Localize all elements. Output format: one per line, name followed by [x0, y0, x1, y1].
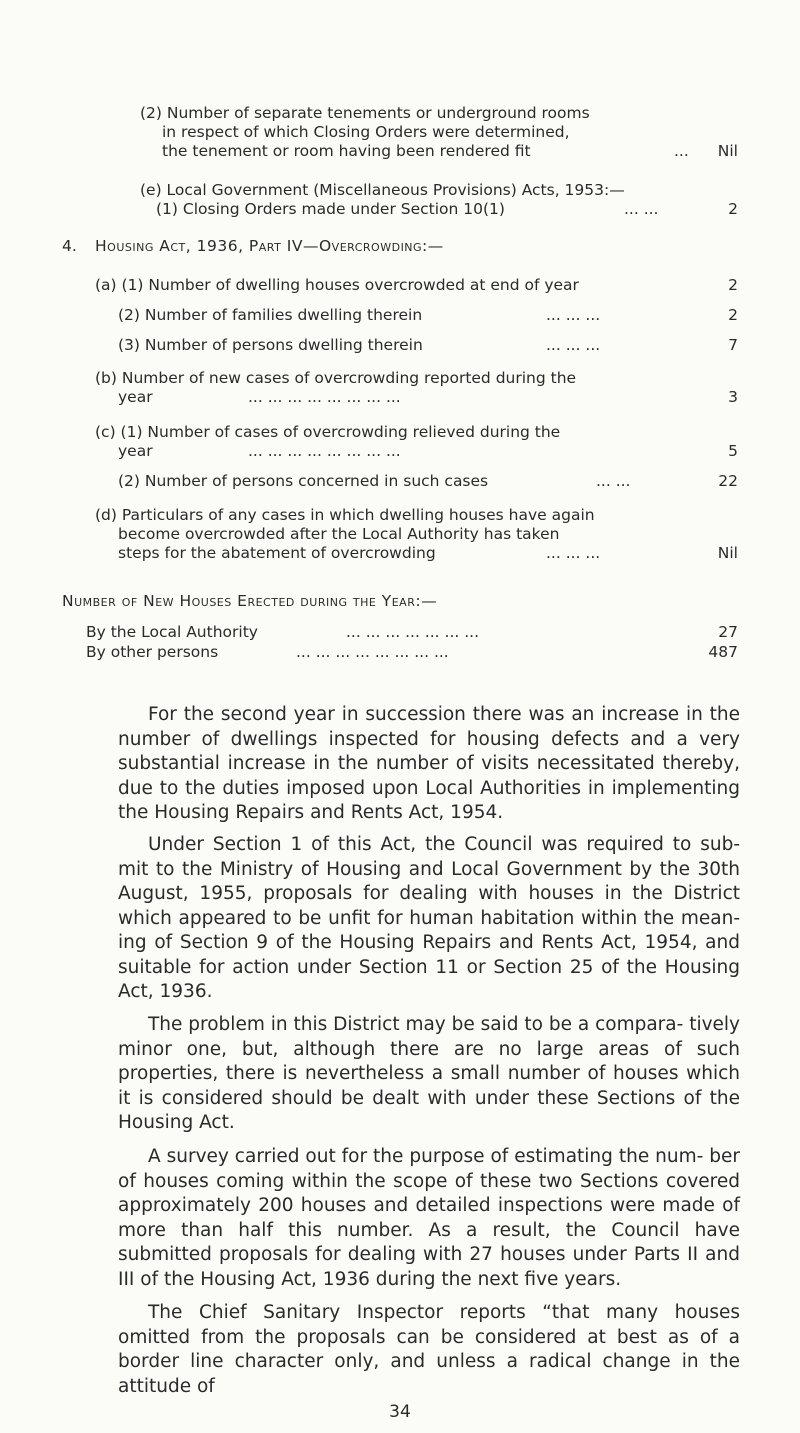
section-4-number: 4. — [62, 237, 77, 255]
paragraph-1: For the second year in succession there was an increase in the number of dwellings inspected for housing defects and a very substantial increase in the number of visits necessitated thereby, due to the duties imposed upon Local Authorities in implementing the Housing Repairs and Rents Act, 1954. — [118, 704, 740, 823]
item-c1-dots: ... ... ... ... ... ... ... ... — [248, 442, 401, 460]
item-e1-value: 2 — [728, 200, 738, 218]
page-number: 34 — [389, 1402, 411, 1422]
local-authority-value: 27 — [718, 623, 738, 641]
item-b-value: 3 — [728, 388, 738, 406]
item-b-dots: ... ... ... ... ... ... ... ... — [248, 388, 401, 406]
item-a1-label: (a) (1) Number of dwelling houses overcrowded at end of year — [95, 276, 579, 294]
other-persons-dots: ... ... ... ... ... ... ... ... — [296, 643, 449, 661]
item-a3-dots: ... ... ... — [546, 336, 601, 354]
item-a2-label: (2) Number of families dwelling therein — [118, 306, 423, 324]
item-a1-value: 2 — [728, 276, 738, 294]
paragraph-3: The problem in this District may be said to be a compara- tively minor one, but, although there are no large areas of such properties, there is nevertheless a small number of houses which it is considered should be dealt with under these Sections of the Housing Act. — [118, 1014, 740, 1133]
item-a3-label: (3) Number of persons dwelling therein — [118, 336, 423, 354]
local-authority-label: By the Local Authority — [86, 623, 258, 641]
item-c1-value: 5 — [728, 442, 738, 460]
item-c1-line-2: year — [118, 442, 153, 460]
paragraph-4: A survey carried out for the purpose of estimating the num- ber of houses coming within the scope of these two Sections covered approximately 200 houses and detailed inspections were made of more than half this number. As a result, the Council have submitted proposals for dealing with 27 houses under Parts II and III of the Housing Act, 1936 during the next five years. — [118, 1146, 740, 1290]
section-e-heading: (e) Local Government (Miscellaneous Provisions) Acts, 1953:— — [140, 181, 625, 199]
item-d-dots: ... ... ... — [546, 544, 601, 562]
paragraph-5: The Chief Sanitary Inspector reports “that many houses omitted from the proposals can be considered at best as of a border line character only, and unless a radical change in the attitude of — [118, 1302, 740, 1397]
item-d-line-3: steps for the abatement of overcrowding — [118, 544, 436, 562]
item-a2-value: 2 — [728, 306, 738, 324]
item-2-line-2: in respect of which Closing Orders were determined, — [162, 123, 570, 141]
other-persons-label: By other persons — [86, 643, 219, 661]
paragraph-2: Under Section 1 of this Act, the Council was required to sub- mit to the Ministry of Housing and Local Government by the 30th August, 1955, proposals for dealing with houses in the District which appeared to be unfit for human habitation within the mean- ing of Section 9 of the Housing Repairs and Rents Act, 1954, and suitable for action under Section 11 or Section 25 of the Housing Act, 1936. — [118, 834, 740, 1002]
item-b-line-2: year — [118, 388, 153, 406]
item-a2-dots: ... ... ... — [546, 306, 601, 324]
item-a3-value: 7 — [728, 336, 738, 354]
item-d-line-1: (d) Particulars of any cases in which dwelling houses have again — [95, 506, 595, 524]
local-authority-dots: ... ... ... ... ... ... ... — [346, 623, 480, 641]
item-b-line-1: (b) Number of new cases of overcrowding reported during the — [95, 369, 577, 387]
item-d-value: Nil — [717, 544, 738, 562]
item-2-line-3: the tenement or room having been rendered fit — [162, 142, 531, 160]
other-persons-value: 487 — [708, 643, 738, 661]
item-2-value: Nil — [717, 142, 738, 160]
item-c2-value: 22 — [718, 472, 738, 490]
item-2-line-1: (2) Number of separate tenements or underground rooms — [140, 104, 590, 122]
item-c2-label: (2) Number of persons concerned in such cases — [118, 472, 489, 490]
item-e1-dots: ... ... — [624, 200, 659, 218]
section-4-heading: Housing Act, 1936, Part IV—Overcrowding:— — [95, 237, 444, 255]
item-2-dots: ... — [674, 142, 689, 160]
item-e1-label: (1) Closing Orders made under Section 10(1) — [156, 200, 505, 218]
item-c1-line-1: (c) (1) Number of cases of overcrowding relieved during the — [95, 423, 561, 441]
new-houses-heading: Number of New Houses Erected during the Year:— — [62, 592, 438, 610]
item-c2-dots: ... ... — [596, 472, 631, 490]
item-d-line-2: become overcrowded after the Local Authority has taken — [118, 525, 560, 543]
